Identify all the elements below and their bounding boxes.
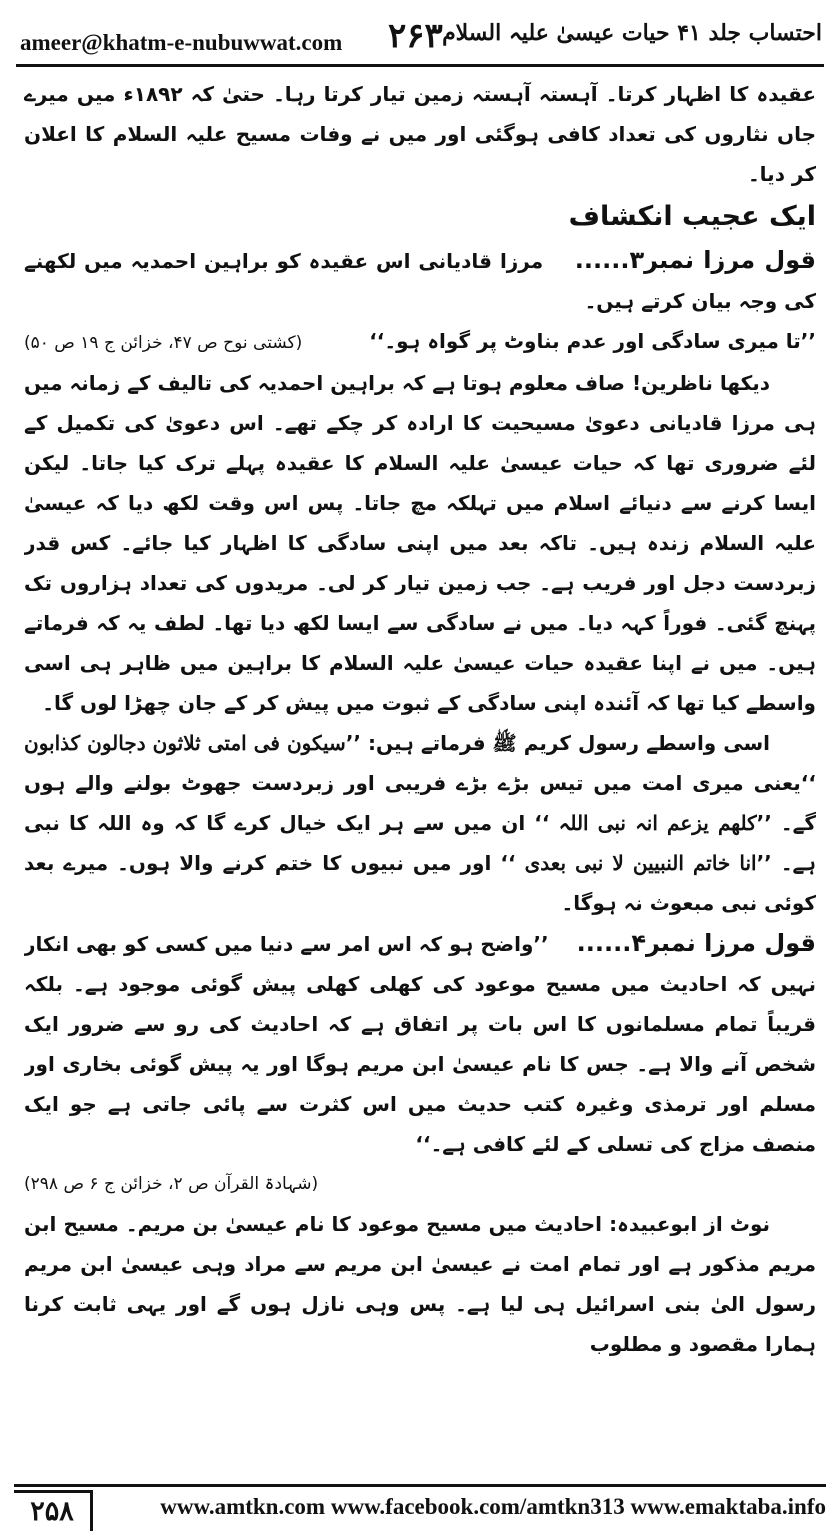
hadith-intro: اسی واسطے رسول کریم ﷺ فرماتے ہیں: ’’ — [345, 731, 770, 755]
header-email[interactable]: ameer@khatm-e-nubuwwat.com — [20, 30, 343, 55]
paragraph-hadith — [24, 723, 816, 923]
paragraph-intro: عقیدہ کا اظہار کرتا۔ آہستہ آہستہ زمین تیار کرتا رہا۔ حتیٰ کہ ۱۸۹۲ء میں میرے جاں نثاروں کی تعداد کافی ہوگئی اور میں نے وفات مسیح علیہ السلام کا اعلان کر دیا۔ — [24, 82, 816, 186]
header-page-number: ۲۶۳ — [388, 16, 443, 56]
header-book-title: احتساب جلد ۴۱ حیات عیسیٰ علیہ السلام — [442, 20, 822, 46]
quote-4-label: قول مرزا نمبر۴...... — [576, 929, 816, 957]
footer-website-links[interactable]: www.amtkn.com www.facebook.com/amtkn313 www.emaktaba.info — [160, 1494, 826, 1519]
footer-page-number: ۲۵۸ — [14, 1490, 93, 1531]
section-heading: ایک عجیب انکشاف — [568, 201, 816, 232]
quote-3-quote: ’’تا میری سادگی اور عدم بناوٹ پر گواہ ہو۔‘‘ — [369, 329, 816, 353]
quote-4-reference: (شہادۃ القرآن ص ۲، خزائن ج ۶ ص ۲۹۸) — [24, 1174, 319, 1194]
hadith-arabic-3: انا خاتم النبیین لا نبی بعدی — [524, 851, 757, 875]
quote-3-reference: (کشتی نوح ص ۴۷، خزائن ج ۱۹ ص ۵۰) — [24, 333, 303, 353]
page-footer — [14, 1484, 826, 1530]
quote-4 — [24, 923, 816, 1164]
quote-3-text: مرزا قادیانی اس عقیدہ کو براہین احمدیہ میں لکھنے کی وجہ بیان کرتے ہیں۔ — [24, 249, 816, 313]
page-header — [16, 14, 824, 60]
hadith-translation-2: ‘‘ ان میں سے ہر ایک خیال کرے گا کہ وہ اللہ کا نبی ہے۔ ’’ — [24, 811, 816, 875]
quote-4-citation-row — [24, 1164, 816, 1204]
paragraph-commentary: دیکھا ناظرین! صاف معلوم ہوتا ہے کہ براہین احمدیہ کی تالیف کے زمانہ میں ہی مرزا قادیانی دعویٰ مسیحیت کا ارادہ کر چکے تھے۔ اس دعویٰ کی تکمیل کے لئے ضروری تھا کہ حیات عیسیٰ علیہ السلام کا عقیدہ پہلے ترک کیا جاتا۔ لیکن ایسا کرنے سے دنیائے اسلام میں تہلکہ مچ جاتا۔ پس اس وقت لکھ دیا کہ عیسیٰ علیہ السلام زندہ ہیں۔ تاکہ بعد میں اپنی سادگی کا اظہار کیا جائے۔ کس قدر زبردست دجل اور فریب ہے۔ جب زمین تیار کر لی۔ مریدوں کی تعداد ہزاروں تک پہنچ گئی۔ فوراً کہہ دیا۔ میں نے سادگی سے ایسا لکھ دیا تھا۔ لطف یہ کہ فرماتے ہیں۔ میں نے اپنا عقیدہ حیات عیسیٰ علیہ السلام کا براہین میں ظاہر ہی اسی واسطے کیا تھا کہ آئندہ اپنی سادگی کے ثبوت میں پیش کر کے جان چھڑا لوں گا۔ — [24, 371, 816, 715]
page-body — [24, 74, 816, 1468]
footer-divider — [14, 1484, 826, 1487]
hadith-translation-1: ‘‘یعنی میری امت میں تیس بڑے بڑے فریبی اور زبردست جھوٹ بولنے والے ہوں گے۔ ’’ — [24, 771, 816, 835]
quote-3-citation-row — [24, 321, 816, 363]
hadith-arabic-2: کلھم یزعم انہ نبی اللہ — [558, 811, 757, 835]
header-divider — [16, 64, 824, 67]
paragraph-note: نوٹ از ابوعبیدہ: احادیث میں مسیح موعود کا نام عیسیٰ بن مریم۔ مسیح ابن مریم مذکور ہے اور تمام امت نے عیسیٰ ابن مریم سے مراد وہی عیسیٰ ابن مریم رسول الیٰ بنی اسرائیل ہی لیا ہے۔ پس وہی نازل ہوں گے اور یہی ثابت کرنا ہمارا مقصود و مطلوب — [24, 1212, 816, 1356]
hadith-arabic-1: سیکون فی امتی ثلاثون دجالون کذابون — [24, 731, 346, 755]
hadith-translation-3: ‘‘ اور میں نبیوں کا ختم کرنے والا ہوں۔ میرے بعد کوئی نبی مبعوث نہ ہوگا۔ — [24, 851, 816, 915]
quote-3 — [24, 240, 816, 321]
quote-3-label: قول مرزا نمبر۳...... — [574, 246, 816, 274]
quote-4-text: ’’واضح ہو کہ اس امر سے دنیا میں کسی کو بھی انکار نہیں کہ احادیث میں مسیح موعود کی کھلی کھلی پیش گوئی موجود ہے۔ بلکہ قریباً تمام مسلمانوں کا اس بات پر اتفاق ہے کہ احادیث کی رو سے ضرور ایک شخص آنے والا ہے۔ جس کا نام عیسیٰ ابن مریم ہوگا اور یہ پیش گوئی بخاری اور مسلم اور ترمذی وغیرہ کتب حدیث میں اس کثرت سے پائی جاتی ہے جو ایک منصف مزاج کی تسلی کے لئے کافی ہے۔‘‘ — [24, 932, 816, 1156]
